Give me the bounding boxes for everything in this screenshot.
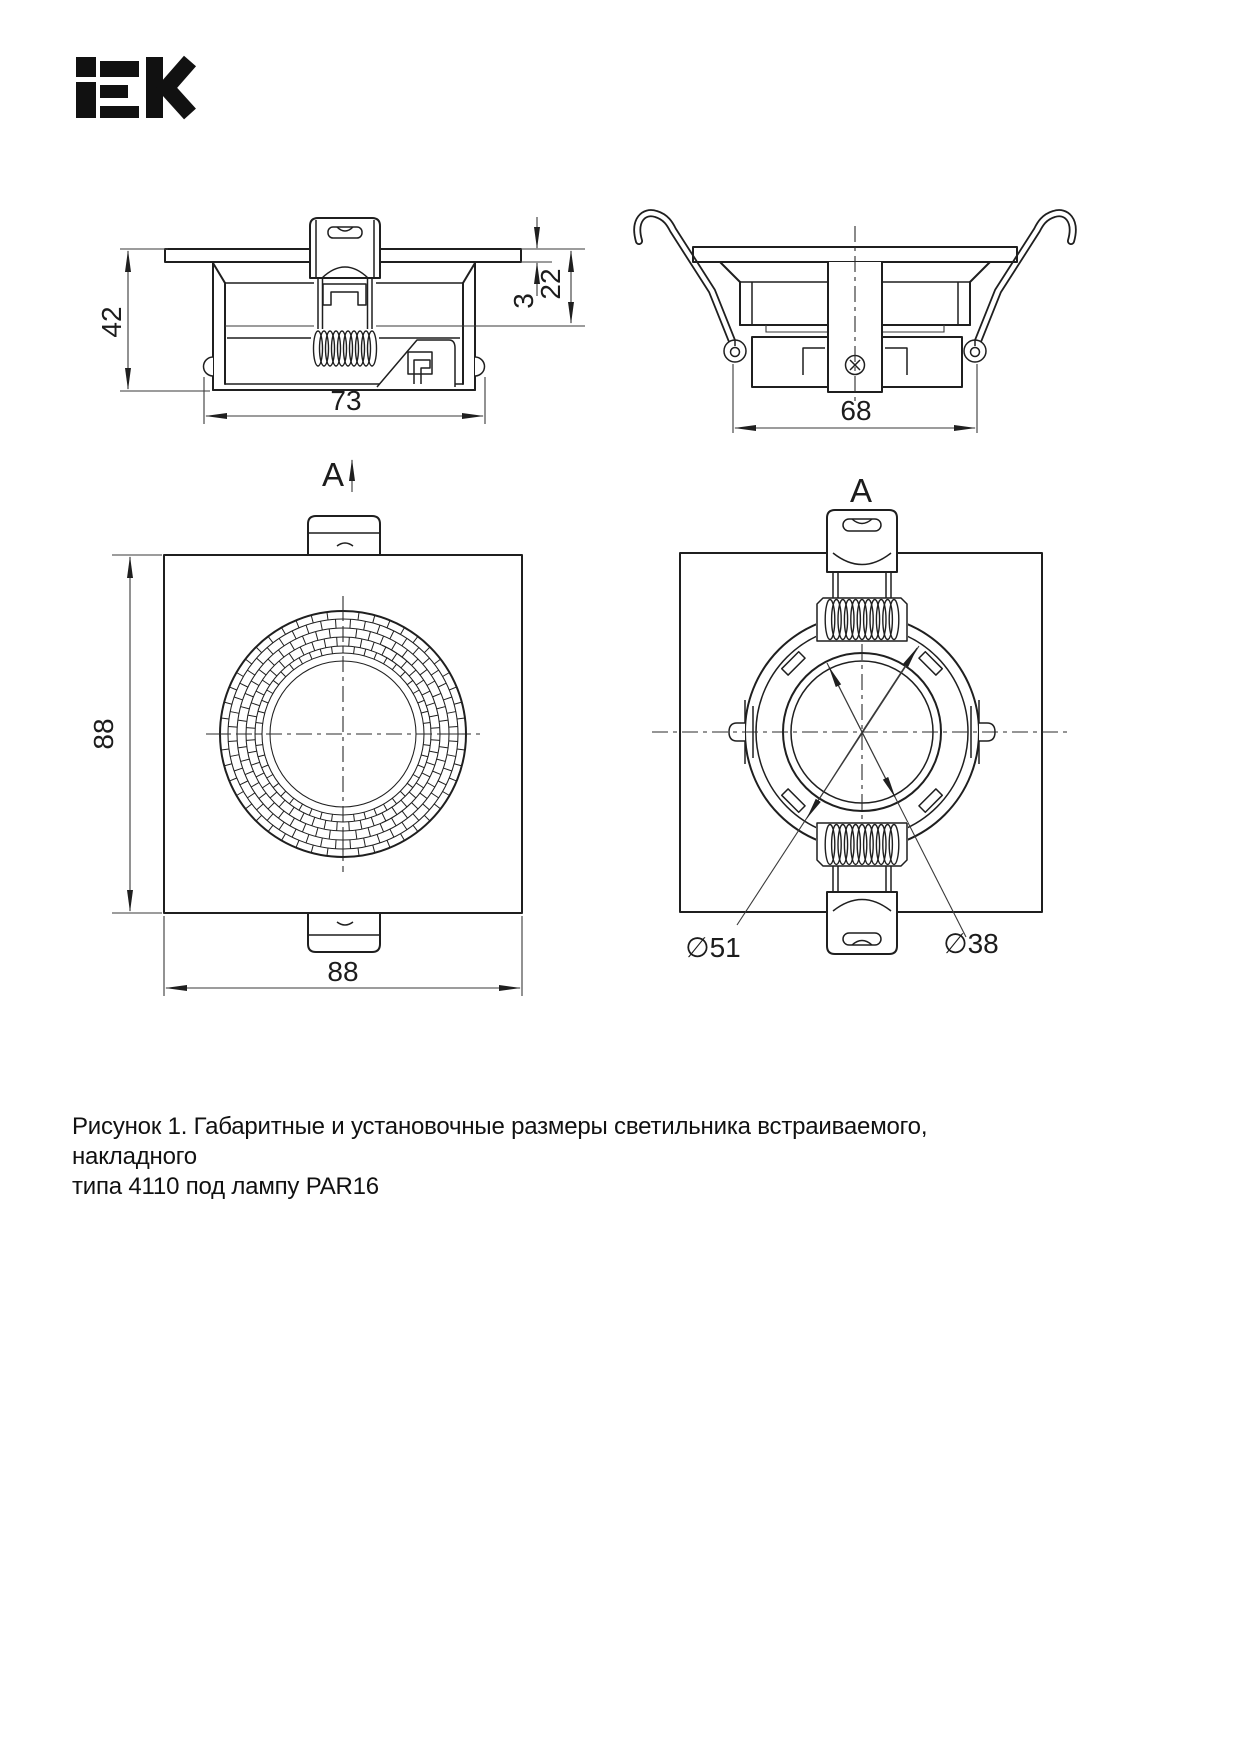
spring-clip-top [816,510,908,642]
dim-opening-diameter: ∅38 [943,928,999,959]
dim-plate-height: 88 [88,718,119,750]
mounting-spring-left [637,213,732,341]
dim-flange-thickness: 3 [508,293,539,309]
terminal-block [377,340,455,387]
caption-line-1: Рисунок 1. Габаритные и установочные размеры светильника встраиваемого, накладного [72,1113,928,1170]
spring-side-view [637,213,1072,404]
dim-overall-height: 42 [96,306,127,338]
front-view [164,516,522,952]
iek-logo [76,57,190,118]
view-marker-a: A [321,456,345,493]
figure-caption [72,1112,1052,1202]
spring-clip-bottom [816,822,908,954]
spring-loop-right [964,340,986,362]
mounting-spring-right [978,213,1073,341]
caption-line-2: типа 4110 под лампу PAR16 [72,1173,379,1200]
dim-plate-width: 88 [327,956,359,987]
spring-loop-left [724,340,746,362]
dim-body-width: 73 [330,385,362,416]
dim-ring-diameter: ∅51 [685,932,741,963]
tab-bottom [308,913,380,952]
pivot-pin-left [204,357,214,376]
tab-top [308,516,380,555]
dim-recessed-depth: 22 [535,268,566,300]
view-marker-a-rear: A [849,472,873,509]
rear-view [652,510,1072,954]
spring-clip [310,218,380,369]
dim-mounting-span: 68 [840,395,872,426]
pivot-pin-right [475,357,485,376]
